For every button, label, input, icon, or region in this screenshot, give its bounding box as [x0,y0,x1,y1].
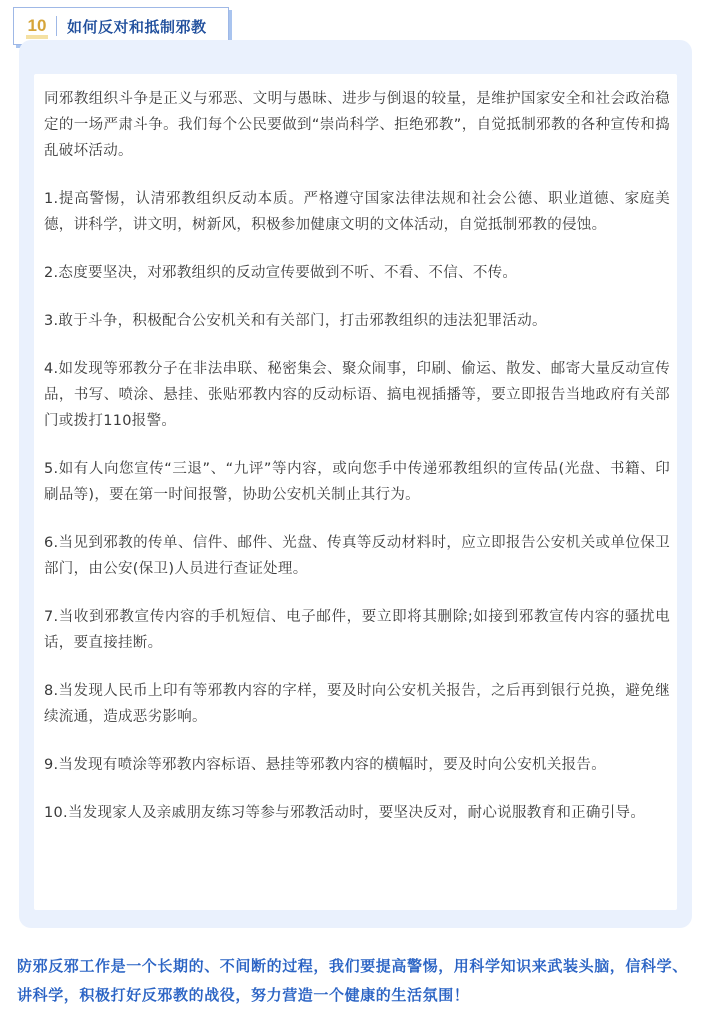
header-divider [56,16,57,36]
list-item: 3.敢于斗争，积极配合公安机关和有关部门，打击邪教组织的违法犯罪活动。 [44,313,547,329]
section-number: 10 [22,16,52,36]
article-body [44,86,670,848]
list-item: 8.当发现人民币上印有等邪教内容的字样，要及时向公安机关报告，之后再到银行兑换，避免继续流通，造成恶劣影响。 [44,683,670,725]
list-item: 1.提高警惕，认清邪教组织反动本质。严格遵守国家法律法规和社会公德、职业道德、家庭美德，讲科学，讲文明，树新风，积极参加健康文明的文体活动，自觉抵制邪教的侵蚀。 [44,191,670,233]
list-item: 10.当发现家人及亲戚朋友练习等参与邪教活动时，要坚决反对，耐心说服教育和正确引导。 [44,805,646,821]
list-item: 9.当发现有喷涂等邪教内容标语、悬挂等邪教内容的横幅时，要及时向公安机关报告。 [44,757,607,773]
section-title: 如何反对和抵制邪教 [67,17,207,36]
intro-paragraph: 同邪教组织斗争是正义与邪恶、文明与愚昧、进步与倒退的较量，是维护国家安全和社会政治稳定的一场严肃斗争。我们每个公民要做到“崇尚科学、拒绝邪教”，自觉抵制邪教的各种宣传和捣乱破坏活动。 [44,91,670,159]
list-item: 7.当收到邪教宣传内容的手机短信、电子邮件，要立即将其删除;如接到邪教宣传内容的骚扰电话，要直接挂断。 [44,609,670,651]
list-item: 4.如发现等邪教分子在非法串联、秘密集会、聚众闹事，印刷、偷运、散发、邮寄大量反动宣传品，书写、喷涂、悬挂、张贴邪教内容的反动标语、搞电视插播等，要立即报告当地政府有关部门或拨打110报警。 [44,361,670,429]
list-item: 5.如有人向您宣传“三退”、“九评”等内容，或向您手中传递邪教组织的宣传品(光盘、书籍、印刷品等)，要在第一时间报警，协助公安机关制止其行为。 [44,461,670,503]
list-item: 2.态度要坚决，对邪教组织的反动宣传要做到不听、不看、不信、不传。 [44,265,518,281]
list-item: 6.当见到邪教的传单、信件、邮件、光盘、传真等反动材料时，应立即报告公安机关或单位保卫部门，由公安(保卫)人员进行查证处理。 [44,535,670,577]
closing-statement: 防邪反邪工作是一个长期的、不间断的过程，我们要提高警惕，用科学知识来武装头脑，信科学、讲科学，积极打好反邪教的战役，努力营造一个健康的生活氛围！ [17,957,688,1004]
